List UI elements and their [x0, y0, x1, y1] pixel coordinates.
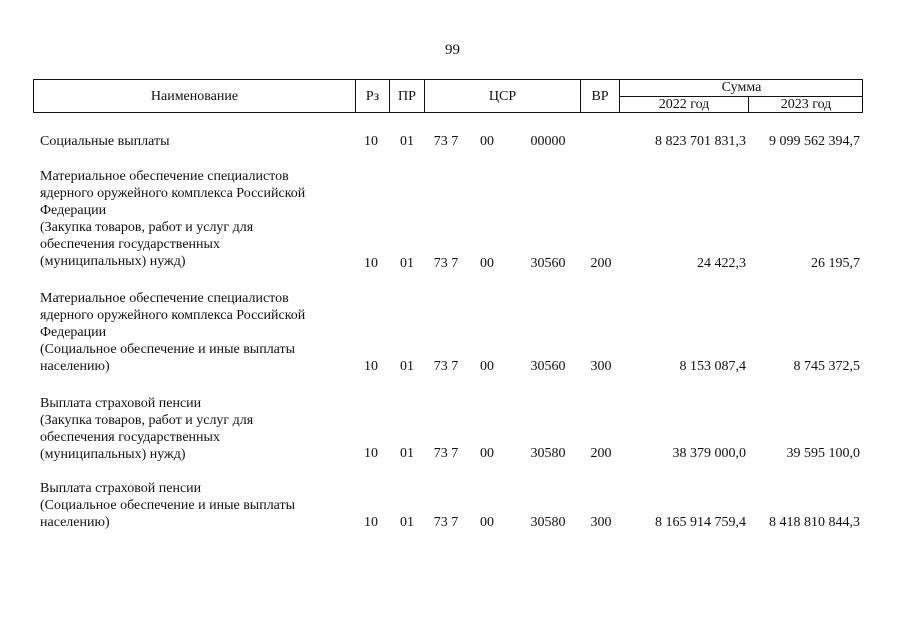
row-csr-program: 73 7 [433, 446, 459, 461]
row-name: Выплата страховой пенсии (Социальное обеспечение и иные выплаты населению) [40, 481, 296, 530]
page-number: 99 [445, 42, 460, 58]
row-csr-code: 30560 [530, 359, 566, 374]
row-name: Материальное обеспечение специалистов ядерного оружейного комплекса Российской Федерации (Закупка товаров, работ и услуг для обеспечения государственных (муниципальных) нужд) [40, 169, 306, 269]
header-rz: Рз [365, 89, 380, 104]
row-rz: 10 [364, 359, 378, 374]
row-name: Социальные выплаты [40, 134, 170, 149]
row-rz: 10 [364, 515, 378, 530]
row-name: Материальное обеспечение специалистов ядерного оружейного комплекса Российской Федерации (Социальное обеспечение и иные выплаты населению) [40, 291, 306, 374]
row-vr: 200 [590, 446, 612, 461]
row-sum-2023: 39 595 100,0 [786, 446, 860, 461]
header-csr: ЦСР [488, 89, 517, 104]
row-vr: 300 [590, 515, 612, 530]
row-pr: 01 [400, 515, 414, 530]
row-rz: 10 [364, 256, 378, 271]
row-pr: 01 [400, 134, 414, 149]
row-sum-2022: 8 165 914 759,4 [655, 515, 746, 530]
row-sum-2023: 8 745 372,5 [793, 359, 860, 374]
row-csr-program: 73 7 [433, 134, 459, 149]
header-vr: ВР [591, 89, 609, 104]
row-csr-sub: 00 [480, 256, 494, 271]
header-2022: 2022 год [658, 97, 710, 112]
row-sum-2022: 38 379 000,0 [672, 446, 746, 461]
row-csr-program: 73 7 [433, 515, 459, 530]
row-vr: 200 [590, 256, 612, 271]
row-pr: 01 [400, 446, 414, 461]
row-sum-2023: 9 099 562 394,7 [769, 134, 860, 149]
row-rz: 10 [364, 134, 378, 149]
header-sum: Сумма [721, 80, 762, 95]
row-csr-code: 30580 [530, 446, 566, 461]
row-csr-program: 73 7 [433, 256, 459, 271]
row-csr-program: 73 7 [433, 359, 459, 374]
row-sum-2022: 8 153 087,4 [679, 359, 746, 374]
row-csr-sub: 00 [480, 134, 494, 149]
row-csr-code: 30560 [530, 256, 566, 271]
row-pr: 01 [400, 359, 414, 374]
row-pr: 01 [400, 256, 414, 271]
row-name: Выплата страховой пенсии (Закупка товаров, работ и услуг для обеспечения государственных (муниципальных) нужд) [40, 396, 254, 462]
row-sum-2022: 8 823 701 831,3 [655, 134, 746, 149]
row-rz: 10 [364, 446, 378, 461]
row-sum-2023: 8 418 810 844,3 [769, 515, 860, 530]
header-2023: 2023 год [780, 97, 832, 112]
row-sum-2023: 26 195,7 [811, 256, 860, 271]
row-csr-code: 30580 [530, 515, 566, 530]
header-pr: ПР [398, 89, 416, 104]
header-name: Наименование [150, 89, 239, 104]
row-sum-2022: 24 422,3 [697, 256, 746, 271]
row-csr-sub: 00 [480, 359, 494, 374]
row-vr: 300 [590, 359, 612, 374]
row-csr-code: 00000 [530, 134, 566, 149]
row-csr-sub: 00 [480, 515, 494, 530]
row-csr-sub: 00 [480, 446, 494, 461]
